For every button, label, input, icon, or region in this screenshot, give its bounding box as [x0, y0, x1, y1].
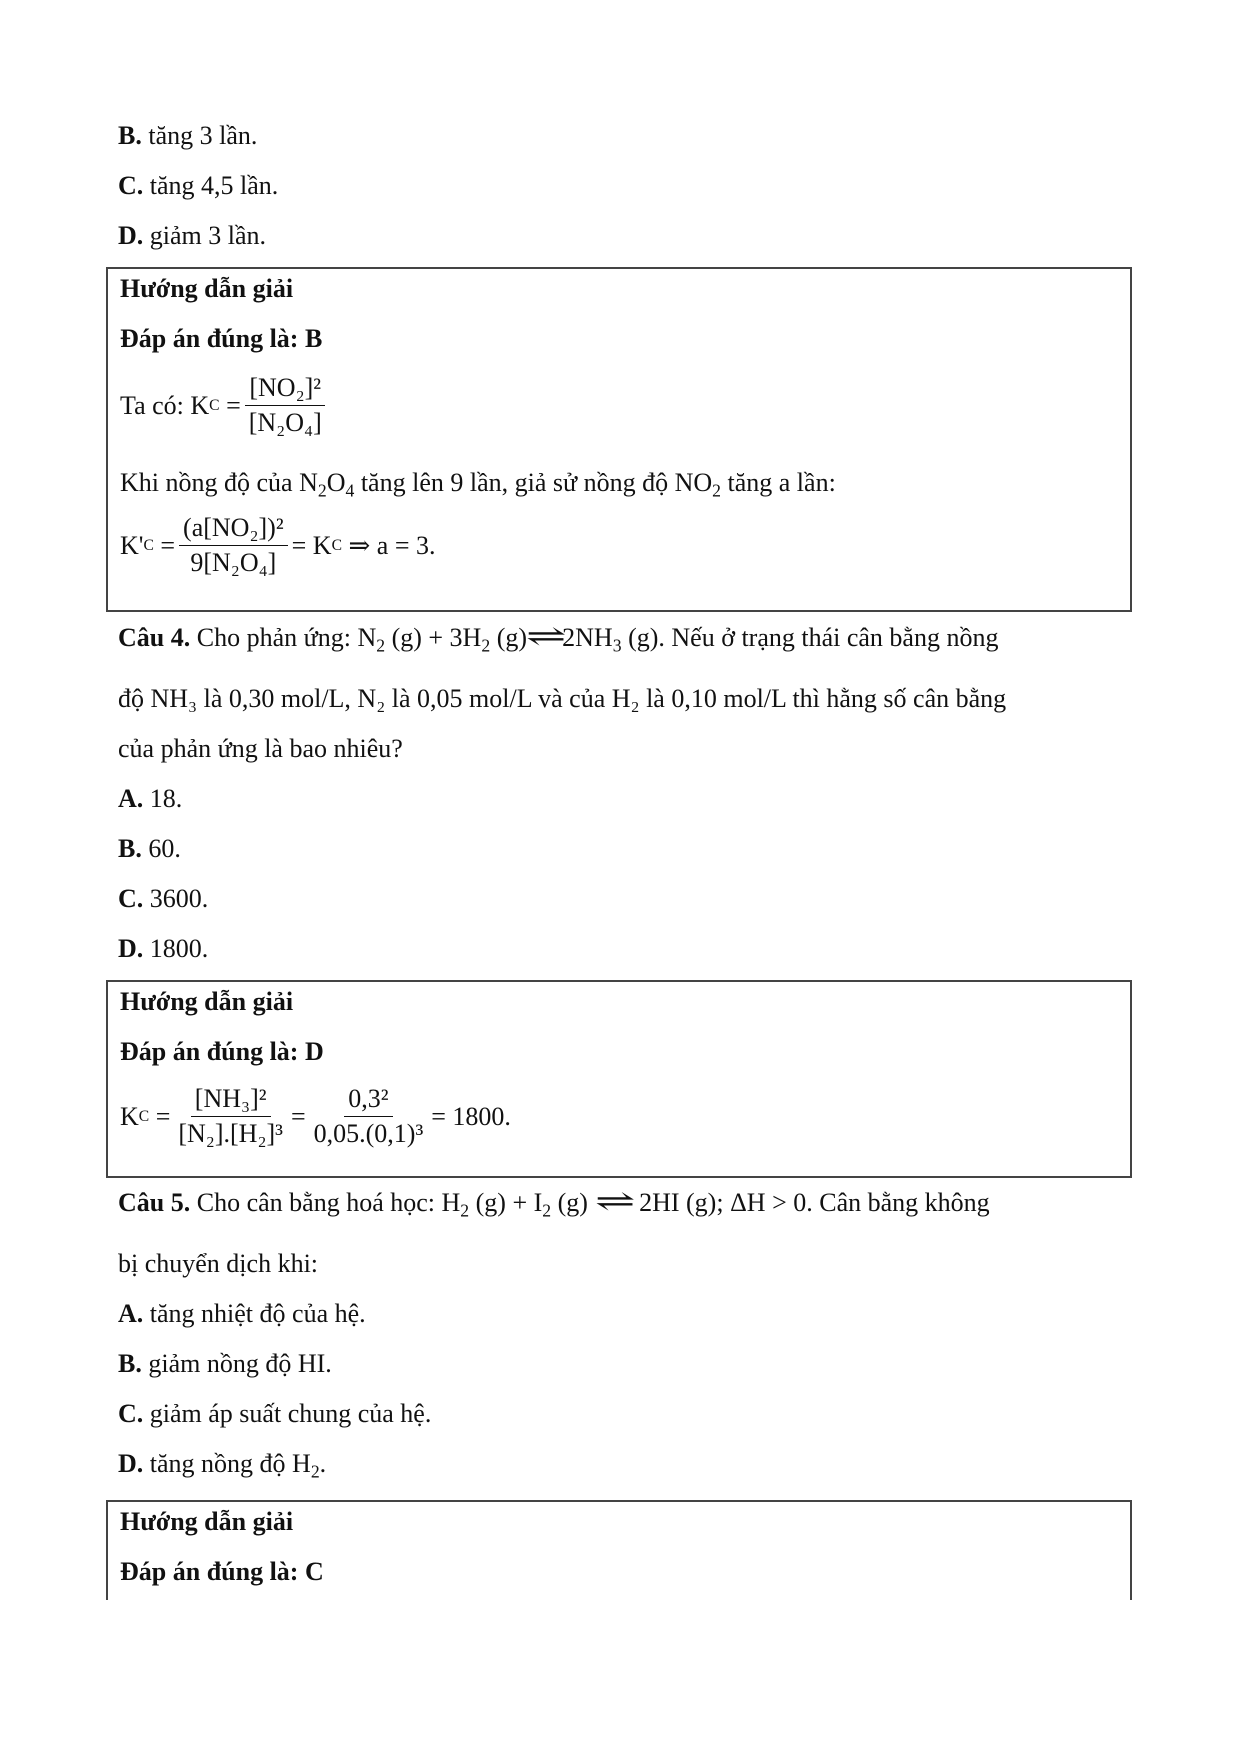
- option-text: tăng 3 lần.: [148, 121, 258, 150]
- q5-option-c: [118, 1398, 431, 1430]
- text: (g): [551, 1188, 588, 1217]
- q5-option-b: [118, 1348, 332, 1380]
- q3-option-b: [118, 120, 257, 152]
- solution-heading: Hướng dẫn giải: [120, 987, 294, 1016]
- option-letter: A.: [118, 784, 144, 813]
- q3-option-d: [118, 220, 266, 252]
- option-text: 60.: [148, 834, 181, 863]
- solution-heading: Hướng dẫn giải: [120, 1507, 294, 1536]
- subscript: 4: [345, 480, 355, 501]
- text: 2NH: [562, 623, 613, 652]
- kc-prime-formula: K' C = $\frac{\text{(a[NO₂])²}}{\text{9[N₂O₄]}}$ = K C ⇒ a = 3.: [120, 513, 436, 577]
- formula-rhs-sub: C: [331, 536, 342, 554]
- text: (g) + I: [469, 1188, 543, 1217]
- fraction-numerator: [NO₂]²: [245, 373, 325, 406]
- option-text: giảm 3 lần.: [149, 221, 267, 250]
- option-letter: C.: [118, 884, 144, 913]
- option-text: 3600.: [149, 884, 209, 913]
- q4-option-b: [118, 833, 181, 865]
- option-text: .: [319, 1449, 327, 1478]
- subscript: 2: [376, 635, 386, 656]
- option-text: tăng 4,5 lần.: [149, 171, 279, 200]
- option-text: 18.: [149, 784, 183, 813]
- option-text: 1800.: [149, 934, 209, 963]
- fraction-denominator: [N₂].[H₂]³: [178, 1119, 283, 1148]
- subscript: 2: [460, 1200, 470, 1221]
- subscript: 2: [481, 635, 491, 656]
- formula-lhs: K': [120, 530, 144, 560]
- option-letter: B.: [118, 121, 142, 150]
- question-4-stem-line2: độ NH₃ là 0,30 mol/L, N₂ là 0,05 mol/L và của H₂ là 0,10 mol/L thì hằng số cân bằng: [118, 684, 1007, 713]
- option-letter: D.: [118, 934, 144, 963]
- kc-formula: Ta có: K C = $\frac{\text{[NO₂]²}}{\text{[N₂O₄]}}$: [120, 373, 330, 438]
- text: tăng lên 9 lần, giả sử nồng độ NO: [354, 468, 713, 497]
- q3-option-c: [118, 170, 278, 202]
- option-text: giảm nồng độ HI.: [148, 1349, 332, 1378]
- fraction-denominator: [N₂O₄]: [248, 408, 322, 437]
- correct-answer-label: Đáp án đúng là: C: [120, 1557, 324, 1586]
- text: (g): [490, 623, 528, 652]
- question-5-stem-line2: bị chuyển dịch khi:: [118, 1249, 319, 1278]
- kc-formula: K C = $\frac{\text{[NH₃]²}}{\text{[N₂].[H₂]³}}$ = $\frac{\text{0,3²}}{\text{0,05.(0,1)³}}$ = 1800.: [120, 1084, 511, 1148]
- fraction: [245, 373, 326, 438]
- option-letter: B.: [118, 834, 142, 863]
- formula-lhs-sub: C: [209, 396, 220, 414]
- question-4-stem-line3: của phản ứng là bao nhiêu?: [118, 734, 403, 763]
- subscript: 2: [310, 1461, 320, 1482]
- fraction: [179, 513, 288, 578]
- fraction-denominator: 9[N₂O₄]: [190, 548, 277, 577]
- formula-intro: Ta có:: [120, 390, 184, 420]
- formula-lhs-sub: C: [138, 1107, 150, 1125]
- option-letter: A.: [118, 1299, 144, 1328]
- q4-option-c: [118, 883, 208, 915]
- option-text: giảm áp suất chung của hệ.: [149, 1399, 432, 1428]
- text: (g) + 3H: [385, 623, 482, 652]
- text: (g). Nếu ở trạng thái cân bằng nồng: [621, 623, 999, 652]
- fraction-denominator: 0,05.(0,1)³: [313, 1119, 424, 1148]
- q5-option-a: [118, 1298, 366, 1330]
- solution-box-q4: [106, 980, 1132, 1178]
- fraction-numerator: (a[NO₂])²: [179, 513, 288, 546]
- explanation-text: [120, 467, 836, 499]
- option-letter: C.: [118, 1399, 144, 1428]
- correct-answer-label: Đáp án đúng là: D: [120, 1037, 324, 1066]
- q4-option-a: [118, 783, 182, 815]
- question-4-stem-line1: [118, 621, 998, 654]
- subscript: 2: [317, 480, 327, 501]
- formula-lhs: K: [120, 1101, 139, 1131]
- equilibrium-arrow-icon: ⇌: [595, 1185, 633, 1218]
- formula-result: ⇒ a = 3.: [348, 530, 436, 560]
- fraction-numerator: [NH₃]²: [191, 1084, 271, 1117]
- formula-lhs: K: [190, 390, 210, 420]
- text: 2HI (g); ΔH > 0. Cân bằng không: [639, 1188, 990, 1217]
- text: Cho cân bằng hoá học: H: [196, 1188, 461, 1217]
- option-letter: B.: [118, 1349, 142, 1378]
- subscript: 3: [612, 635, 622, 656]
- fraction-numerator: 0,3²: [344, 1084, 392, 1117]
- option-letter: D.: [118, 221, 144, 250]
- formula-result: = 1800.: [431, 1101, 511, 1131]
- fraction: [174, 1084, 287, 1149]
- question-label: Câu 4.: [118, 623, 191, 652]
- solution-heading: Hướng dẫn giải: [120, 274, 294, 303]
- text: Khi nồng độ của N: [120, 468, 318, 497]
- text: tăng a lần:: [721, 468, 836, 497]
- option-text: tăng nhiệt độ của hệ.: [149, 1299, 366, 1328]
- fraction: [310, 1084, 428, 1149]
- q4-option-d: [118, 933, 208, 965]
- subscript: 2: [542, 1200, 552, 1221]
- text: O: [326, 468, 346, 497]
- formula-lhs-sub: C: [143, 536, 154, 554]
- option-text: tăng nồng độ H: [149, 1449, 311, 1478]
- q5-option-d: [118, 1448, 326, 1480]
- question-5-stem-line1: [118, 1186, 990, 1219]
- solution-box-q3: [106, 267, 1132, 612]
- formula-rhs: = K: [291, 530, 332, 560]
- question-label: Câu 5.: [118, 1188, 191, 1217]
- option-letter: D.: [118, 1449, 144, 1478]
- equilibrium-arrow-icon: ⇌: [526, 620, 564, 653]
- solution-box-q5: [106, 1500, 1132, 1600]
- text: Cho phản ứng: N: [196, 623, 377, 652]
- option-letter: C.: [118, 171, 144, 200]
- correct-answer-label: Đáp án đúng là: B: [120, 324, 323, 353]
- subscript: 2: [712, 480, 721, 501]
